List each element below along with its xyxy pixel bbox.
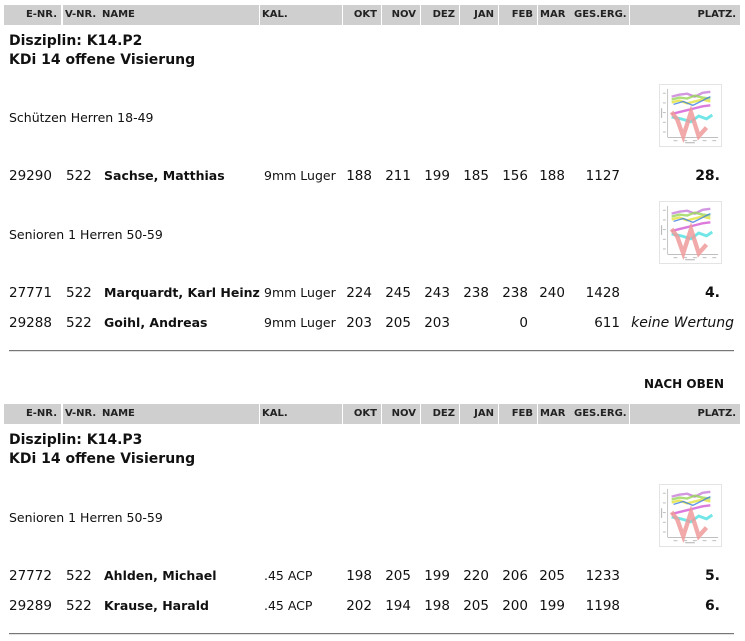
cell-ges: 611 bbox=[594, 315, 620, 331]
cell-kal: 9mm Luger bbox=[264, 168, 336, 183]
cell-platz: 28. bbox=[695, 168, 720, 184]
discipline-description: KDi 14 offene Visierung bbox=[9, 52, 196, 68]
cell-jan: 220 bbox=[463, 568, 489, 584]
cell-enr: 27771 bbox=[9, 285, 52, 301]
cell-jan: 238 bbox=[463, 285, 489, 301]
discipline-description: KDi 14 offene Visierung bbox=[9, 451, 196, 467]
table-row bbox=[0, 313, 745, 333]
line-chart-thumbnail-icon[interactable] bbox=[659, 84, 722, 147]
col-kal: KAL. bbox=[260, 5, 342, 25]
cell-dez: 243 bbox=[424, 285, 450, 301]
back-to-top-link[interactable]: NACH OBEN bbox=[644, 377, 724, 391]
col-ges: GES.ERG. bbox=[572, 5, 629, 25]
cell-ges: 1428 bbox=[585, 285, 620, 301]
cell-mar: 240 bbox=[539, 285, 565, 301]
group-label: Schützen Herren 18-49 bbox=[9, 110, 154, 125]
col-okt: OKT bbox=[343, 5, 381, 25]
cell-mar: 199 bbox=[539, 598, 565, 614]
table-header bbox=[4, 404, 740, 424]
cell-enr: 29290 bbox=[9, 168, 52, 184]
section-divider bbox=[9, 633, 734, 635]
col-enr: E-NR. bbox=[4, 5, 61, 25]
cell-nov: 205 bbox=[385, 568, 411, 584]
cell-okt: 203 bbox=[346, 315, 372, 331]
cell-dez: 199 bbox=[424, 568, 450, 584]
col-okt: OKT bbox=[343, 404, 381, 424]
cell-name: Goihl, Andreas bbox=[104, 315, 208, 330]
col-kal: KAL. bbox=[260, 404, 342, 424]
cell-kal: .45 ACP bbox=[264, 568, 313, 583]
cell-nov: 245 bbox=[385, 285, 411, 301]
col-platz: PLATZ. bbox=[630, 404, 740, 424]
col-vnr: V-NR. bbox=[63, 5, 101, 25]
col-ges: GES.ERG. bbox=[572, 404, 629, 424]
cell-name: Krause, Harald bbox=[104, 598, 209, 613]
cell-name: Sachse, Matthias bbox=[104, 168, 225, 183]
cell-vnr: 522 bbox=[66, 315, 92, 331]
cell-ges: 1198 bbox=[585, 598, 620, 614]
cell-platz: 4. bbox=[704, 285, 720, 301]
cell-mar: 188 bbox=[539, 168, 565, 184]
col-enr: E-NR. bbox=[4, 404, 61, 424]
cell-ges: 1127 bbox=[585, 168, 620, 184]
cell-vnr: 522 bbox=[66, 285, 92, 301]
cell-okt: 198 bbox=[346, 568, 372, 584]
table-row bbox=[0, 283, 745, 303]
cell-enr: 27772 bbox=[9, 568, 52, 584]
cell-feb: 206 bbox=[502, 568, 528, 584]
col-feb: FEB bbox=[499, 5, 537, 25]
cell-nov: 194 bbox=[385, 598, 411, 614]
col-dez: DEZ bbox=[421, 404, 459, 424]
col-feb: FEB bbox=[499, 404, 537, 424]
table-row bbox=[0, 596, 745, 616]
cell-kal: 9mm Luger bbox=[264, 315, 336, 330]
discipline-title bbox=[9, 431, 195, 469]
cell-feb: 0 bbox=[519, 315, 528, 331]
cell-dez: 199 bbox=[424, 168, 450, 184]
col-name: NAME bbox=[100, 5, 259, 25]
cell-feb: 156 bbox=[502, 168, 528, 184]
cell-dez: 198 bbox=[424, 598, 450, 614]
cell-vnr: 522 bbox=[66, 168, 92, 184]
cell-name: Ahlden, Michael bbox=[104, 568, 217, 583]
cell-nov: 205 bbox=[385, 315, 411, 331]
group-label: Senioren 1 Herren 50-59 bbox=[9, 510, 163, 525]
col-nov: NOV bbox=[382, 404, 420, 424]
cell-kal: .45 ACP bbox=[264, 598, 313, 613]
discipline-code: Disziplin: K14.P3 bbox=[9, 432, 143, 448]
discipline-code: Disziplin: K14.P2 bbox=[9, 33, 143, 49]
cell-vnr: 522 bbox=[66, 568, 92, 584]
cell-okt: 224 bbox=[346, 285, 372, 301]
cell-kal: 9mm Luger bbox=[264, 285, 336, 300]
line-chart-thumbnail-icon[interactable] bbox=[659, 201, 722, 264]
col-platz: PLATZ. bbox=[630, 5, 740, 25]
line-chart-thumbnail-icon[interactable] bbox=[659, 484, 722, 547]
col-jan: JAN bbox=[460, 5, 498, 25]
col-name: NAME bbox=[100, 404, 259, 424]
table-row bbox=[0, 566, 745, 586]
discipline-title bbox=[9, 32, 195, 70]
table-row bbox=[0, 166, 745, 186]
cell-jan: 185 bbox=[463, 168, 489, 184]
col-vnr: V-NR. bbox=[63, 404, 101, 424]
section-divider bbox=[9, 350, 734, 352]
cell-platz: 5. bbox=[704, 568, 720, 584]
col-mar: MAR bbox=[538, 404, 572, 424]
cell-dez: 203 bbox=[424, 315, 450, 331]
cell-feb: 200 bbox=[502, 598, 528, 614]
cell-name: Marquardt, Karl Heinz bbox=[104, 285, 260, 300]
cell-nov: 211 bbox=[385, 168, 411, 184]
col-dez: DEZ bbox=[421, 5, 459, 25]
cell-platz: keine Wertung bbox=[631, 315, 734, 331]
cell-jan: 205 bbox=[463, 598, 489, 614]
col-jan: JAN bbox=[460, 404, 498, 424]
cell-vnr: 522 bbox=[66, 598, 92, 614]
table-header bbox=[4, 5, 740, 25]
col-mar: MAR bbox=[538, 5, 572, 25]
col-nov: NOV bbox=[382, 5, 420, 25]
cell-feb: 238 bbox=[502, 285, 528, 301]
cell-mar: 205 bbox=[539, 568, 565, 584]
cell-platz: 6. bbox=[704, 598, 720, 614]
cell-enr: 29288 bbox=[9, 315, 52, 331]
group-label: Senioren 1 Herren 50-59 bbox=[9, 227, 163, 242]
cell-ges: 1233 bbox=[585, 568, 620, 584]
cell-okt: 202 bbox=[346, 598, 372, 614]
cell-enr: 29289 bbox=[9, 598, 52, 614]
cell-okt: 188 bbox=[346, 168, 372, 184]
